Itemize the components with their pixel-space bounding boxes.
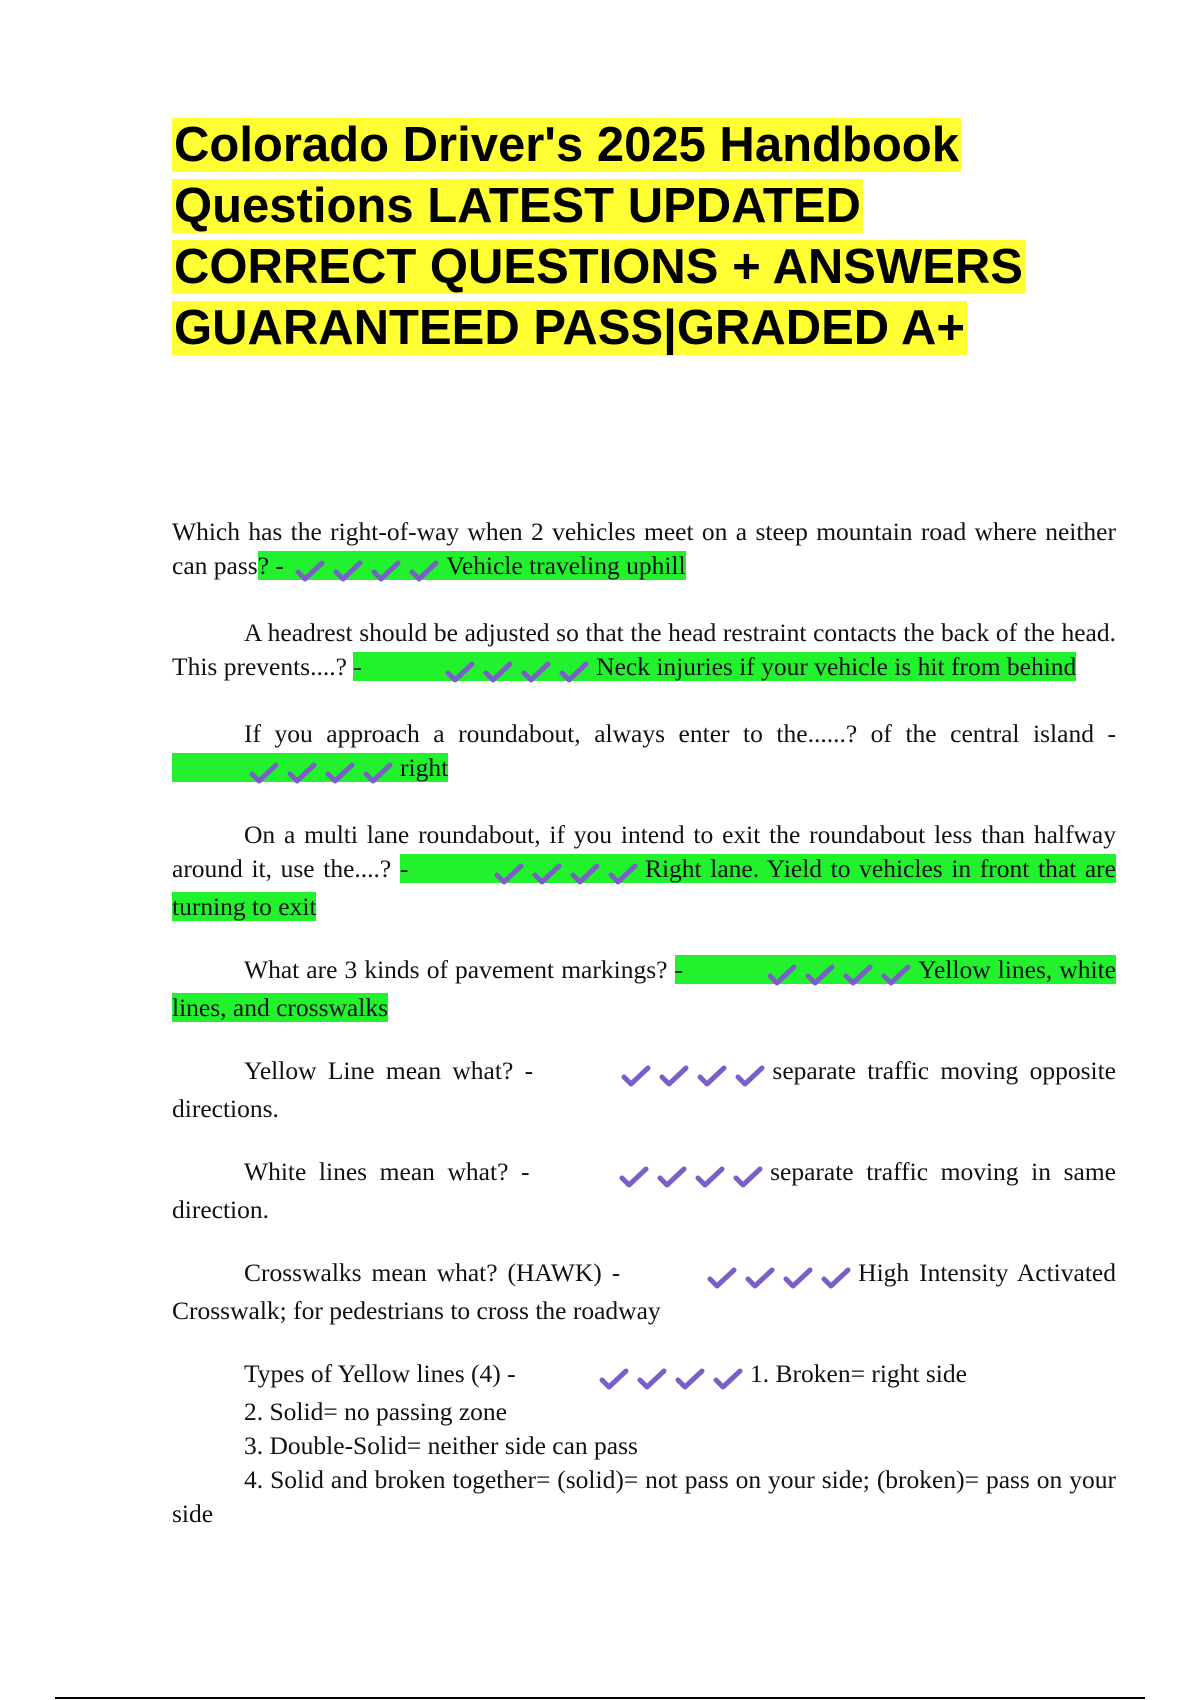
question-text: What are 3 kinds of pavement markings? bbox=[244, 955, 675, 984]
page-bottom-rule bbox=[55, 1697, 1145, 1699]
answer-text: Neck injuries if your vehicle is hit from behind bbox=[596, 652, 1077, 681]
check-icon bbox=[672, 1367, 710, 1393]
answer-text: Yellow lines, white lines, and crosswalks bbox=[172, 955, 1116, 1022]
check-icon bbox=[529, 862, 567, 888]
check-icon bbox=[692, 1165, 730, 1191]
checkmarks bbox=[174, 755, 398, 789]
check-icon bbox=[742, 1266, 780, 1292]
qa-item bbox=[172, 1054, 1116, 1126]
title-line-4: GUARANTEED PASS|GRADED A+ bbox=[174, 301, 965, 355]
answer-text: Right lane. Yield to vehicles in front that are turning to exit bbox=[172, 854, 1116, 921]
qa-item bbox=[172, 953, 1116, 1025]
check-icon bbox=[634, 1367, 672, 1393]
question-text: A headrest should be adjusted so that the head restraint contacts the back of the head. This prevents....? bbox=[172, 618, 1116, 681]
check-icon bbox=[284, 761, 322, 787]
check-icon bbox=[656, 1064, 694, 1090]
answer-text: separate traffic moving opposite directions. bbox=[172, 1056, 1116, 1123]
check-icon bbox=[764, 963, 802, 989]
title-line-1: Colorado Driver's 2025 Handbook bbox=[174, 118, 959, 172]
question-separator: ? - bbox=[257, 551, 291, 580]
check-icon bbox=[710, 1367, 748, 1393]
check-icon bbox=[368, 559, 406, 585]
question-separator: - bbox=[674, 955, 691, 984]
checkmarks bbox=[292, 553, 444, 587]
check-icon bbox=[605, 862, 643, 888]
answer-text: separate traffic moving in same direction. bbox=[172, 1157, 1116, 1224]
check-icon bbox=[732, 1064, 770, 1090]
check-icon bbox=[292, 559, 330, 585]
qa-item bbox=[172, 515, 1116, 587]
check-icon bbox=[442, 660, 480, 686]
check-icon bbox=[818, 1266, 856, 1292]
check-icon bbox=[406, 559, 444, 585]
qa-item bbox=[172, 616, 1116, 688]
checkmarks bbox=[546, 1058, 770, 1092]
question-text: Crosswalks mean what? (HAWK) - bbox=[244, 1258, 631, 1287]
answer-line-1: 1. Broken= right side bbox=[750, 1359, 967, 1388]
question-text: Types of Yellow lines (4) - bbox=[244, 1359, 522, 1388]
title-line-3: CORRECT QUESTIONS + ANSWERS bbox=[174, 240, 1023, 294]
document-title bbox=[172, 115, 1132, 359]
check-icon bbox=[360, 761, 398, 787]
answer-line-2: 2. Solid= no passing zone bbox=[244, 1397, 507, 1426]
check-icon bbox=[616, 1165, 654, 1191]
check-icon bbox=[694, 1064, 732, 1090]
answer-line-3: 3. Double-Solid= neither side can pass bbox=[244, 1431, 638, 1460]
checkmarks bbox=[370, 654, 594, 688]
checkmarks bbox=[524, 1361, 748, 1395]
check-icon bbox=[518, 660, 556, 686]
check-icon bbox=[596, 1367, 634, 1393]
question-text: White lines mean what? - bbox=[244, 1157, 543, 1186]
qa-item-yellow-line-types bbox=[172, 1357, 1116, 1531]
checkmarks bbox=[419, 856, 643, 890]
checkmarks bbox=[692, 957, 916, 991]
question-separator: - bbox=[399, 854, 417, 883]
check-icon bbox=[567, 862, 605, 888]
answer-line-4: 4. Solid and broken together= (solid)= not pass on your side; (broken)= pass on your side bbox=[172, 1465, 1116, 1528]
answer-text: High Intensity Activated Crosswalk; for pedestrians to cross the roadway bbox=[172, 1258, 1116, 1325]
check-icon bbox=[802, 963, 840, 989]
check-icon bbox=[330, 559, 368, 585]
check-icon bbox=[556, 660, 594, 686]
question-text: If you approach a roundabout, always enter to the......? of the central island - bbox=[244, 719, 1116, 748]
check-icon bbox=[480, 660, 518, 686]
check-icon bbox=[322, 761, 360, 787]
qa-item bbox=[172, 717, 1116, 789]
answer-text: right bbox=[400, 753, 449, 782]
check-icon bbox=[780, 1266, 818, 1292]
qa-item bbox=[172, 1155, 1116, 1227]
qa-item bbox=[172, 818, 1116, 924]
check-icon bbox=[730, 1165, 768, 1191]
checkmarks bbox=[632, 1260, 856, 1294]
question-separator: - bbox=[353, 652, 369, 681]
checkmarks bbox=[544, 1159, 768, 1193]
question-text: Yellow Line mean what? - bbox=[244, 1056, 545, 1085]
title-line-2: Questions LATEST UPDATED bbox=[174, 179, 861, 233]
check-icon bbox=[704, 1266, 742, 1292]
check-icon bbox=[618, 1064, 656, 1090]
check-icon bbox=[840, 963, 878, 989]
qa-list bbox=[172, 515, 1116, 1560]
check-icon bbox=[878, 963, 916, 989]
question-text: Which has the right-of-way when 2 vehicles meet on a steep mountain road where neither can pass bbox=[172, 517, 1116, 580]
check-icon bbox=[654, 1165, 692, 1191]
check-icon bbox=[491, 862, 529, 888]
check-icon bbox=[246, 761, 284, 787]
question-text: On a multi lane roundabout, if you intend to exit the roundabout less than halfway around it, use the....? bbox=[172, 820, 1116, 883]
answer-text: Vehicle traveling uphill bbox=[446, 551, 686, 580]
qa-item bbox=[172, 1256, 1116, 1328]
